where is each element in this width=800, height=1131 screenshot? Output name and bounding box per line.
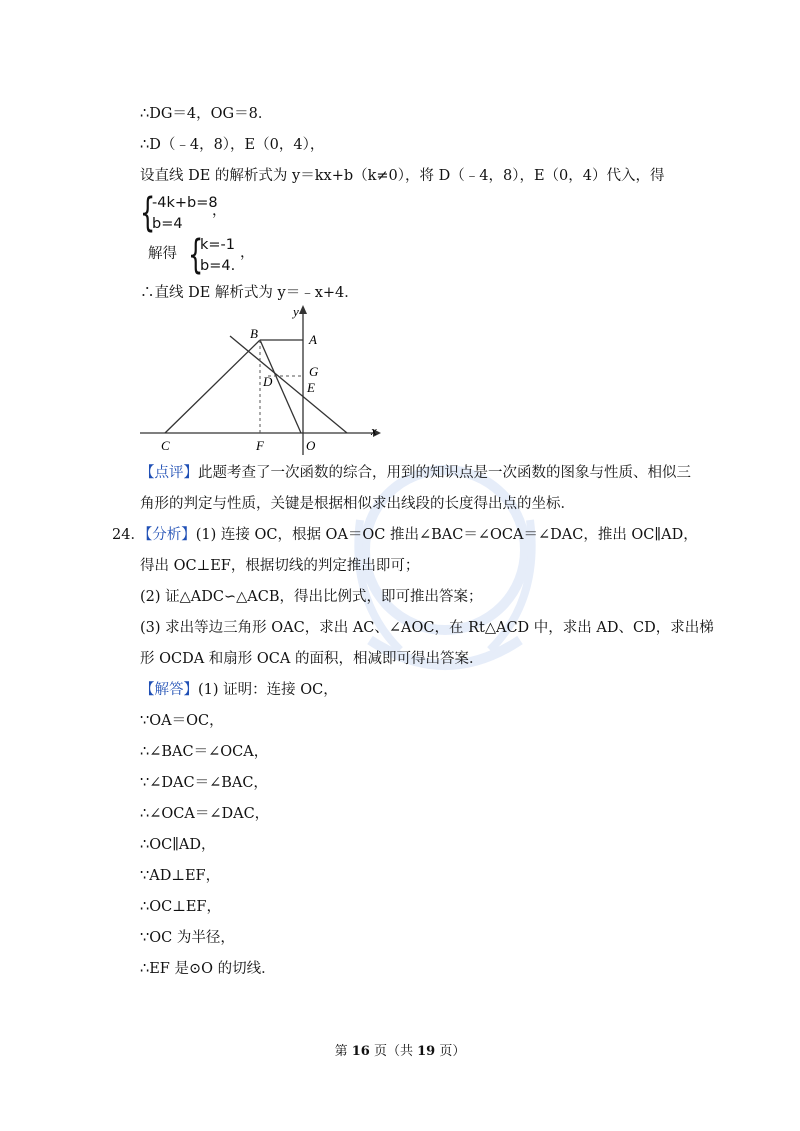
proof-step-4: ∴∠OCA＝∠DAC，	[140, 806, 270, 822]
review-tag: 【点评】	[140, 465, 198, 481]
coordinate-figure	[135, 300, 385, 458]
y-axis-arrow	[299, 305, 307, 314]
label-b: B	[250, 326, 258, 341]
proof-step-9: ∴EF 是⊙O 的切线．	[140, 961, 276, 977]
equation: b=4	[152, 216, 183, 232]
line-coords: ∴D（﹣4，8），E（0，4），	[140, 137, 325, 153]
label-e: E	[307, 380, 315, 395]
label-c: C	[161, 438, 170, 453]
proof-step-5: ∴OC∥AD，	[140, 837, 216, 853]
proof-step-6: ∵AD⊥EF，	[140, 868, 221, 884]
analysis-line-3: (3) 求出等边三角形 OAC，求出 AC、∠AOC，在 Rt△ACD 中，求出 AD、CD，求出梯	[140, 620, 714, 636]
analysis-line-1b: 得出 OC⊥EF，根据切线的判定推出即可；	[140, 558, 420, 574]
footer-text: 页（共	[369, 1044, 418, 1059]
review-text: 此题考查了一次函数的综合，用到的知识点是一次函数的图象与性质、相似三	[198, 465, 691, 481]
analysis-tag: 【分析】	[144, 527, 196, 543]
solve-label: 解得	[148, 246, 177, 262]
proof-step-3: ∵∠DAC＝∠BAC，	[140, 775, 268, 791]
answer-text: (1) 证明：连接 OC，	[198, 682, 338, 698]
total-pages: 19	[417, 1044, 436, 1059]
page-footer	[0, 1040, 800, 1059]
line-result: ∴直线 DE 解析式为 y＝﹣x+4．	[140, 285, 359, 301]
question-number: 24．	[112, 527, 145, 543]
footer-text: 第	[334, 1044, 352, 1059]
label-g: G	[309, 364, 319, 379]
line-setup: 设直线 DE 的解析式为 y＝kx+b（k≠0），将 D（﹣4，8），E（0，4）代入，得	[140, 168, 665, 184]
line-de	[230, 336, 347, 433]
proof-step-8: ∵OC 为半径，	[140, 930, 235, 946]
label-f: F	[256, 438, 264, 453]
label-x: x	[371, 423, 377, 438]
page-number: 16	[351, 1044, 370, 1059]
label-y: y	[293, 304, 299, 319]
line-dg-og: ∴DG＝4，OG＝8．	[140, 106, 273, 122]
analysis-line-3b: 形 OCDA 和扇形 OCA 的面积，相减即可得出答案．	[140, 651, 484, 667]
line-cb	[165, 340, 260, 433]
equation: k=-1	[200, 237, 236, 253]
review-line-2: 角形的判定与性质，关键是根据相似求出线段的长度得出点的坐标．	[140, 496, 575, 512]
equation: b=4.	[200, 258, 236, 274]
review-line-1	[140, 463, 691, 483]
analysis-line-2: (2) 证△ADC∽△ACB，得出比例式，即可推出答案；	[140, 589, 483, 605]
punctuation: ，	[240, 245, 255, 261]
analysis-text: (1) 连接 OC，根据 OA＝OC 推出∠BAC＝∠OCA＝∠DAC，推出 OC∥AD，	[195, 527, 698, 543]
answer-tag: 【解答】	[140, 682, 198, 698]
proof-step-2: ∴∠BAC＝∠OCA，	[140, 744, 269, 760]
label-o: O	[306, 438, 316, 453]
equation-system-1: { -4k+b=8 b=4 ，	[140, 190, 227, 236]
punctuation: ，	[212, 203, 227, 219]
answer-line-0	[140, 680, 338, 700]
question-24-analysis	[112, 525, 698, 545]
footer-text: 页）	[435, 1044, 466, 1059]
equation-system-2: { k=-1 b=4. ，	[188, 232, 255, 278]
proof-step-1: ∵OA＝OC，	[140, 713, 224, 729]
equation: -4k+b=8	[152, 195, 218, 211]
label-d: D	[263, 374, 273, 389]
proof-step-7: ∴OC⊥EF，	[140, 899, 221, 915]
label-a: A	[309, 332, 317, 347]
